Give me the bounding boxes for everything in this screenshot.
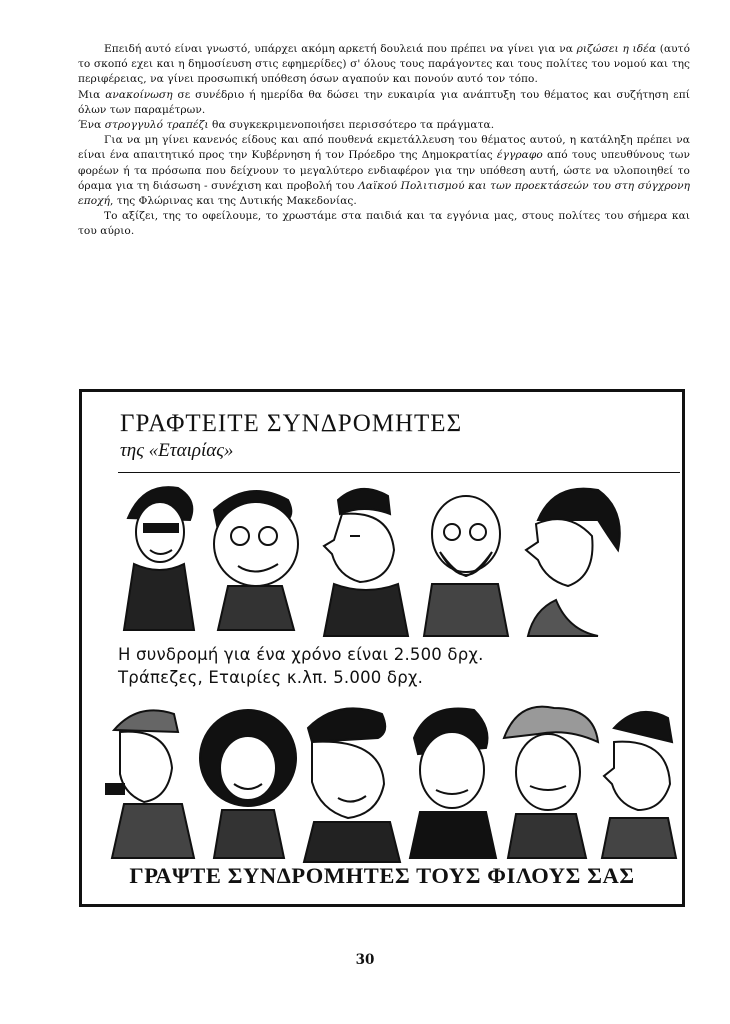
caricature-figure — [324, 489, 408, 636]
paragraph-4: Για να μη γίνει κανενός είδους και από πουθενά εκμετάλλευση του θέματος αυτού, η κατάληξη πρέπει να είναι ένα απαιτητικό προς την Κυβέρνηση ή τον Πρόεδρο της Δημοκρατίας έγγραφο από τους υπευθύνους των φορέων ή τα πρόσωπα που δείχνουν το μεγαλύτερο ενδιαφέρον για την υπόθεση αυτή, ώστε να υλοποιηθεί το όραμα για τη διάσωση - συνέχιση και προβολή του Λαϊκού Πολιτισμού και των προεκτάσεών του στη σύγχρονη εποχή, της Φλώρινας και της Δυτικής Μακεδονίας. — [78, 134, 690, 208]
ad-subtitle: της «Εταιρίας» — [120, 440, 234, 461]
ad-divider — [118, 472, 680, 473]
paragraph-5: Το αξίζει, της το οφείλουμε, το χρωστάμε στα παιδιά και τα εγγόνια μας, στους πολίτες του σήμερα και του αύριο. — [78, 210, 690, 238]
caricature-figure — [304, 708, 400, 862]
paragraph-2: Μια ανακοίνωση σε συνέδριο ή ημερίδα θα δώσει την ευκαιρία για ανάπτυξη του θέματος και συζήτηση επί όλων των παραμέτρων. — [78, 88, 690, 116]
subscription-price: Η συνδρομή για ένα χρόνο είναι 2.500 δρχ. — [118, 645, 484, 664]
paragraph-1: Επειδή αυτό είναι γνωστό, υπάρχει ακόμη αρκετή δουλειά που πρέπει να γίνει για να ριζώσει η ιδέα (αυτό το σκοπό εχει και η δημοσίευση στις εφημερίδες) σ' όλους τους παράγοντες και τους πολίτες του νομού και της περιφέρειας, να γίνει προσωπική υπόθεση όσων αγαπούν και πονούν αυτό τον τόπο. — [78, 43, 690, 86]
caricature-figure — [602, 712, 676, 858]
caricature-illustration-bottom — [98, 698, 678, 864]
ad-footer-slogan: ΓΡΑΨΤΕ ΣΥΝΔΡΟΜΗΤΕΣ ΤΟΥΣ ΦΙΛΟΥΣ ΣΑΣ — [129, 863, 635, 888]
ad-title: ΓΡΑΦΤΕΙΤΕ ΣΥΝΔΡΟΜΗΤΕΣ — [120, 410, 463, 437]
caricature-figure — [106, 710, 194, 858]
caricature-figure — [504, 707, 598, 858]
caricature-figure — [124, 487, 194, 630]
caricature-figure — [200, 710, 296, 858]
caricature-figure — [526, 489, 620, 636]
subscription-ad — [79, 389, 685, 907]
article-text — [78, 42, 690, 240]
caricature-row-bottom — [98, 698, 678, 864]
corporate-price: Τράπεζες, Εταιρίες κ.λπ. 5.000 δρχ. — [118, 668, 424, 687]
page-number: 30 — [355, 952, 375, 968]
paragraph-3: Ένα στρογγυλό τραπέζι θα συγκεκριμενοποιήσει περισσότερο τα πράγματα. — [78, 119, 495, 132]
caricature-figure — [410, 709, 496, 858]
caricature-row-top — [98, 480, 678, 640]
caricature-illustration-top — [98, 480, 678, 640]
caricature-figure — [214, 491, 298, 630]
caricature-figure — [424, 496, 508, 636]
